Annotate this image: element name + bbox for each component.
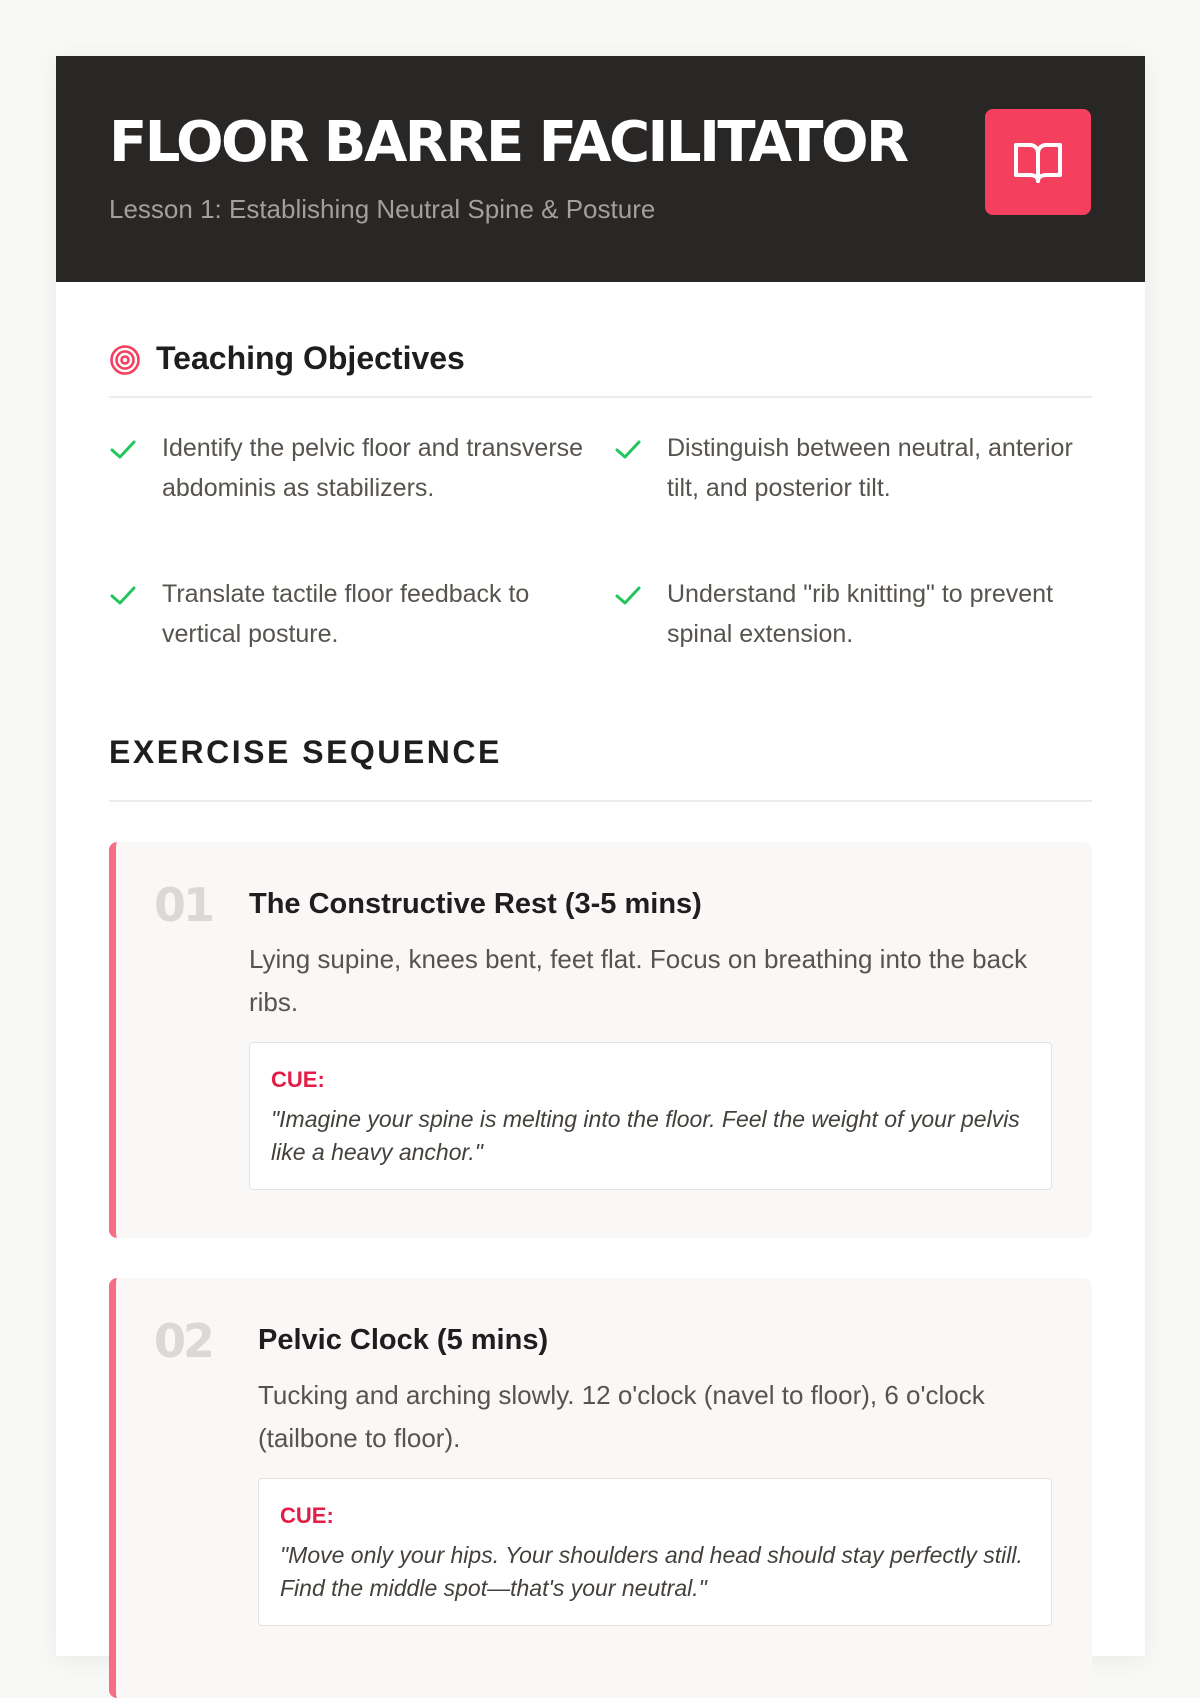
page-title: FLOOR BARRE FACILITATOR [109, 110, 907, 175]
objective-text: Distinguish between neutral, anterior tilt, and posterior tilt. [667, 434, 1073, 502]
check-icon [614, 584, 642, 608]
exercise-number: 01 [154, 878, 213, 932]
cue-box [249, 1042, 1052, 1190]
open-book-button[interactable] [985, 109, 1091, 215]
header [56, 56, 1145, 282]
sequence-heading: EXERCISE SEQUENCE [109, 734, 502, 770]
cue-label: CUE: [271, 1067, 325, 1092]
exercise-card [109, 1278, 1092, 1698]
objective-text: Translate tactile floor feedback to vertical posture. [162, 580, 530, 648]
cue-box [258, 1478, 1052, 1626]
exercise-description: Lying supine, knees bent, feet flat. Focus on breathing into the back ribs. [249, 944, 1028, 1017]
objectives-list [109, 398, 1092, 674]
cue-text: "Move only your hips. Your shoulders and head should stay perfectly still. Find the middle spot—that's your neutral." [280, 1542, 1023, 1601]
cue-label: CUE: [280, 1503, 334, 1528]
objective-text: Understand "rib knitting" to prevent spinal extension. [667, 580, 1054, 648]
check-icon [109, 438, 137, 462]
objectives-heading: Teaching Objectives [156, 340, 465, 376]
sequence-header [109, 674, 1092, 802]
exercise-content [258, 1320, 1052, 1626]
exercise-title: Pelvic Clock (5 mins) [258, 1324, 549, 1356]
exercise-card [109, 842, 1092, 1238]
objective-text: Identify the pelvic floor and transverse abdominis as stabilizers. [162, 434, 584, 502]
exercise-title: The Constructive Rest (3-5 mins) [249, 888, 702, 920]
exercise-content [249, 884, 1052, 1190]
lesson-subtitle: Lesson 1: Establishing Neutral Spine & Posture [109, 194, 656, 224]
check-icon [614, 438, 642, 462]
cue-text: "Imagine your spine is melting into the floor. Feel the weight of your pelvis like a heavy anchor." [271, 1106, 1020, 1165]
lesson-card [56, 56, 1145, 1656]
check-icon [109, 584, 137, 608]
open-book-icon [1012, 139, 1064, 185]
exercise-number: 02 [154, 1314, 213, 1368]
target-icon [109, 344, 141, 376]
objectives-header [109, 282, 1092, 398]
exercise-description: Tucking and arching slowly. 12 o'clock (navel to floor), 6 o'clock (tailbone to floor). [258, 1380, 985, 1453]
